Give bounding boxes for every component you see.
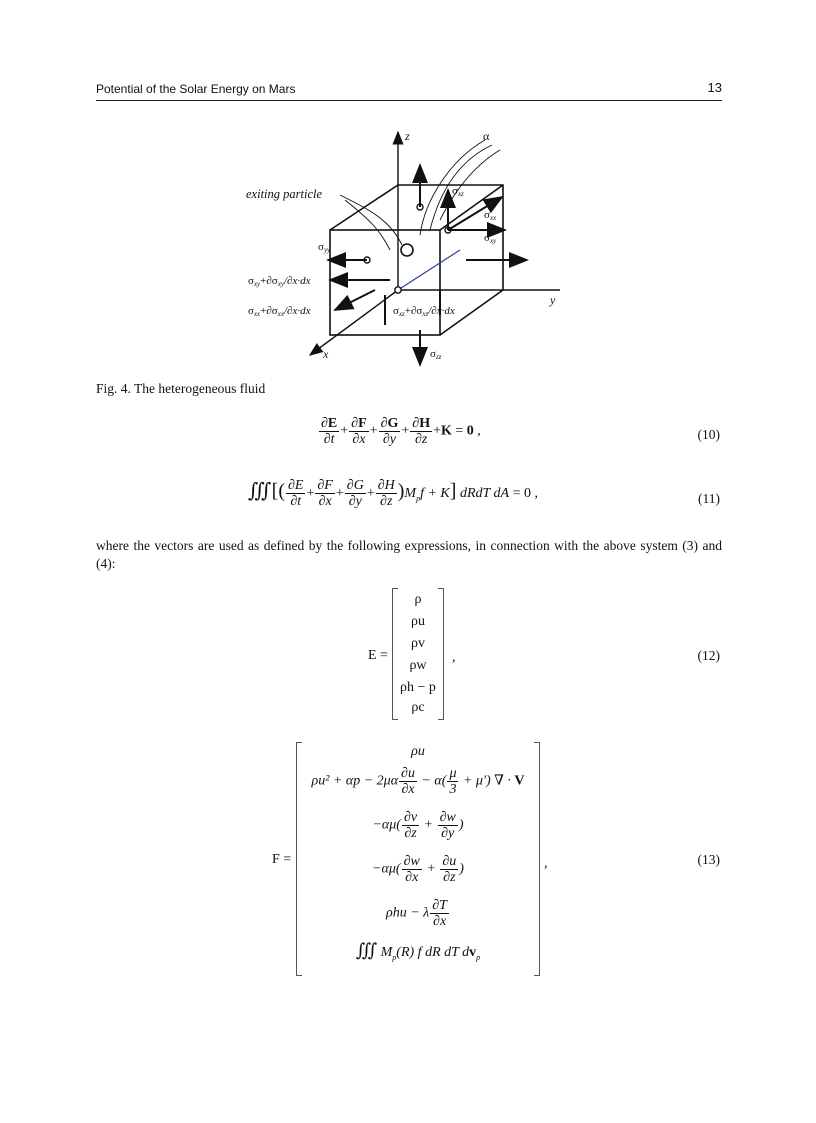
svg-text:σxx+∂σxx/∂x·dx: σxx+∂σxx/∂x·dx	[248, 305, 311, 318]
svg-text:σzz: σzz	[430, 348, 442, 361]
svg-text:σyy: σyy	[318, 241, 331, 254]
equation-10: $\frac{\partial E}{\partial t}$ + $\frac{\partial F}{\partial x}$ + $\frac{\partial G}{\partial y}$ + $\frac{\partial H}{\partial z}$ +K = 0 ,	[321, 416, 481, 447]
running-title: Potential of the Solar Energy on Mars	[96, 82, 296, 96]
equation-13-matrix: ρu ρu² + αp − 2μα $\frac{\partial u}{\partial x}$ − α( $\frac{\mu}{3}$ + μ') ∇ · V −αμ( $\frac{\partial v}{\partial z}$ + $\frac{\partial w}{\partial y}$ ) −αμ( $\frac{\partial w}{\partial x}$ + $\frac{\partial u}{\partial z}$ ) ρhu − λ $\frac{\partial T}{\partial x}$ ∭ $M_p(R)$ f dR dT $dv_p$	[296, 742, 540, 976]
equation-number-13: (13)	[697, 852, 720, 867]
eq12-row: ρc	[411, 700, 425, 715]
svg-text:σxx: σxx	[484, 209, 497, 222]
page-number: 13	[707, 80, 722, 95]
particle-icon	[401, 244, 413, 256]
alpha-label: α	[483, 129, 490, 143]
x-label: x	[323, 347, 329, 361]
equation-12-matrix	[392, 588, 444, 720]
svg-text:σxy+∂σxy/∂x·dx: σxy+∂σxy/∂x·dx	[248, 275, 311, 288]
svg-text:σxz+∂σxz/∂x·dx: σxz+∂σxz/∂x·dx	[393, 305, 455, 318]
svg-text:σxz: σxz	[452, 185, 464, 198]
eq13-lhs: F =	[272, 852, 292, 867]
running-header	[96, 80, 722, 101]
figure-heterogeneous-fluid	[230, 120, 590, 375]
eq12-row: ρh − p	[400, 680, 436, 695]
eq12-row: ρv	[411, 636, 425, 651]
equation-11: ∭[( $\frac{\partial E}{\partial t}$ + $\frac{\partial F}{\partial x}$ + $\frac{\partial G}{\partial y}$ + $\frac{\partial H}{\partial z}$ )$M_pf + K$] dRdT dA = 0 ,	[248, 478, 538, 510]
eq12-row: ρu	[411, 614, 425, 629]
eq12-row: ρw	[409, 658, 427, 673]
eq12-row: ρ	[414, 592, 422, 607]
equation-number-10: (10)	[697, 427, 720, 442]
figure-caption: Fig. 4. The heterogeneous fluid	[96, 381, 266, 396]
equation-number-11: (11)	[698, 491, 720, 506]
equation-number-12: (12)	[697, 648, 720, 663]
exiting-particle-label: exiting particle	[246, 187, 323, 201]
z-label: z	[405, 129, 410, 143]
eq12-lhs: E =	[368, 648, 388, 663]
svg-text:σxy: σxy	[484, 232, 497, 245]
fluid-element-diagram	[230, 120, 590, 375]
y-label: y	[550, 293, 556, 307]
body-paragraph: where the vectors are used as defined by the following expressions, in connection with the above system (3) and (4):	[96, 538, 722, 571]
